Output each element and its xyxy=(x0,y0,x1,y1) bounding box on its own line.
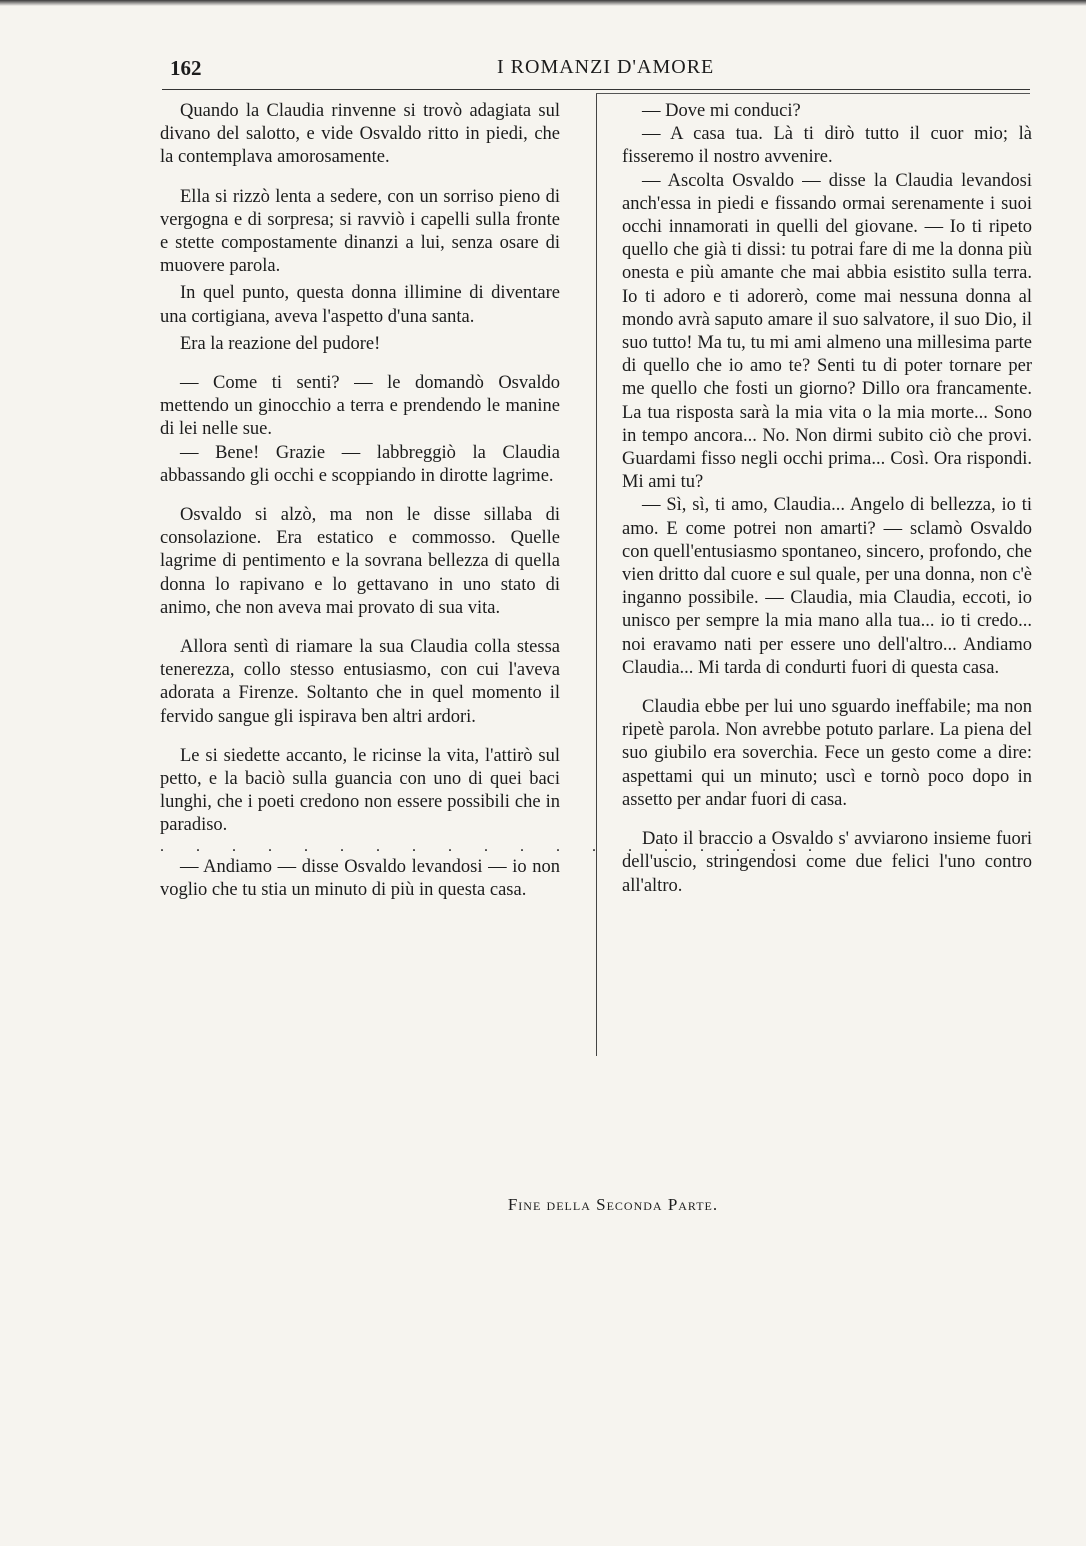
paragraph: — Bene! Grazie — labbreggiò la Claudia abbassando gli occhi e scoppiando in dirotte lagrime. xyxy=(160,442,560,486)
paragraph: — Ascolta Osvaldo — disse la Claudia levandosi anch'essa in piedi e fissando ormai serenamente i suoi occhi innamorati in quelli del giovane. — Io ti ripeto quello che già ti dissi: tu potrai fare di me la donna più onesta e più amante che mai abbia esistito sulla terra. Io ti adoro e ti adorerò, come mai nessuna donna al mondo avrà saputo amare il suo salvatore, il suo Dio, il suo tutto! Ma tu, tu mi ami almeno una millesima parte di quello che io amo te? Senti tu di poter tornare per me quello che fosti un giorno? Dillo ora francamente. La tua risposta sarà la mia vita o la mia morte... Sono in tempo ancora... No. Non dirmi subito ciò che provi. Guardami fisso negli occhi prima... Così. Ora rispondi. Mi ami tu? xyxy=(622,170,1032,493)
paragraph: Osvaldo si alzò, ma non le disse sillaba di consolazione. Era estatico e commosso. Quelle lagrime di pentimento e la sovrana bellezza di quella donna lo rapivano e lo gettavano in uno stato di animo, che non aveva mai provato di sua vita. xyxy=(160,505,560,618)
right-column xyxy=(622,100,1032,898)
paragraph: — Come ti senti? — le domandò Osvaldo mettendo un ginocchio a terra e prendendo le manine di lei nelle sue. xyxy=(160,373,560,440)
header-rule-secondary xyxy=(596,93,1030,94)
ellipsis-divider: . . . . . . . . . . . . . . . . . . . xyxy=(160,837,826,855)
page-number: 162 xyxy=(170,56,202,80)
paragraph: — Dove mi conduci? xyxy=(642,101,801,121)
paragraph: Allora sentì di riamare la sua Claudia colla stessa tenerezza, collo stesso entusiasmo, con cui l'aveva adorata a Firenze. Soltanto che in quel momento il fervido sangue gli ispirava ben altri ardori. xyxy=(160,637,560,727)
paragraph: In quel punto, questa donna illimine di diventare una cortigiana, aveva l'aspetto d'una santa. xyxy=(160,283,560,327)
header-rule xyxy=(162,89,1030,90)
paragraph: Le si siedette accanto, le ricinse la vita, l'attirò sul petto, e la baciò sulla guancia con uno di quei baci lunghi, che i poeti credono non essere possibili che in paradiso. xyxy=(160,745,560,836)
paragraph: Dato il braccio a Osvaldo s' avviarono insieme fuori dell'uscio, stringendosi come due felici l'uno contro all'altro. xyxy=(622,829,1032,896)
page-header xyxy=(162,56,1030,90)
page-top-edge xyxy=(0,0,1086,6)
running-title: I ROMANZI D'AMORE xyxy=(497,56,715,78)
paragraph: Quando la Claudia rinvenne si trovò adagiata sul divano del salotto, e vide Osvaldo ritto in piedi, che la contemplava amorosamente. xyxy=(160,101,560,168)
end-of-part-note xyxy=(0,1195,1086,1215)
paragraph: Era la reazione del pudore! xyxy=(180,333,381,354)
paragraph: — Sì, sì, ti amo, Claudia... Angelo di bellezza, io ti amo. E come potrei non amarti? — sclamò Osvaldo con quell'entusiasmo spontaneo, sincero, profondo, che vien dritto dal cuore e sul quale, per una donna, non c'è inganno possibile. — Claudia, mia Claudia, eccoti, io unisco per sempre la mia mano alla tua... io ti credo... noi eravamo nati per essere uno dell'altro... Andiamo Claudia... Mi tarda di condurti fuori di questa casa. xyxy=(622,495,1032,678)
paragraph: Ella si rizzò lenta a sedere, con un sorriso pieno di vergogna e di sorpresa; si ravviò i capelli sulla fronte e stette compostamente dinanzi a lui, senza osare di muovere parola. xyxy=(160,186,560,277)
end-of-part-text: Fine della Seconda Parte. xyxy=(507,1195,719,1214)
paragraph: — Andiamo — disse Osvaldo levandosi — io non voglio che tu stia un minuto di più in questa casa. xyxy=(160,856,560,900)
paragraph: Claudia ebbe per lui uno sguardo ineffabile; ma non ripetè parola. Non avrebbe potuto parlare. La piena del suo giubilo era soverchia. Fece un gesto come a dire: aspettami qui un minuto; uscì e tornò poco dopo in assetto per andar fuori di casa. xyxy=(622,697,1032,810)
paragraph: — A casa tua. Là ti dirò tutto il cuor mio; là fisseremo il nostro avvenire. xyxy=(622,124,1032,168)
column-divider xyxy=(596,94,597,1056)
